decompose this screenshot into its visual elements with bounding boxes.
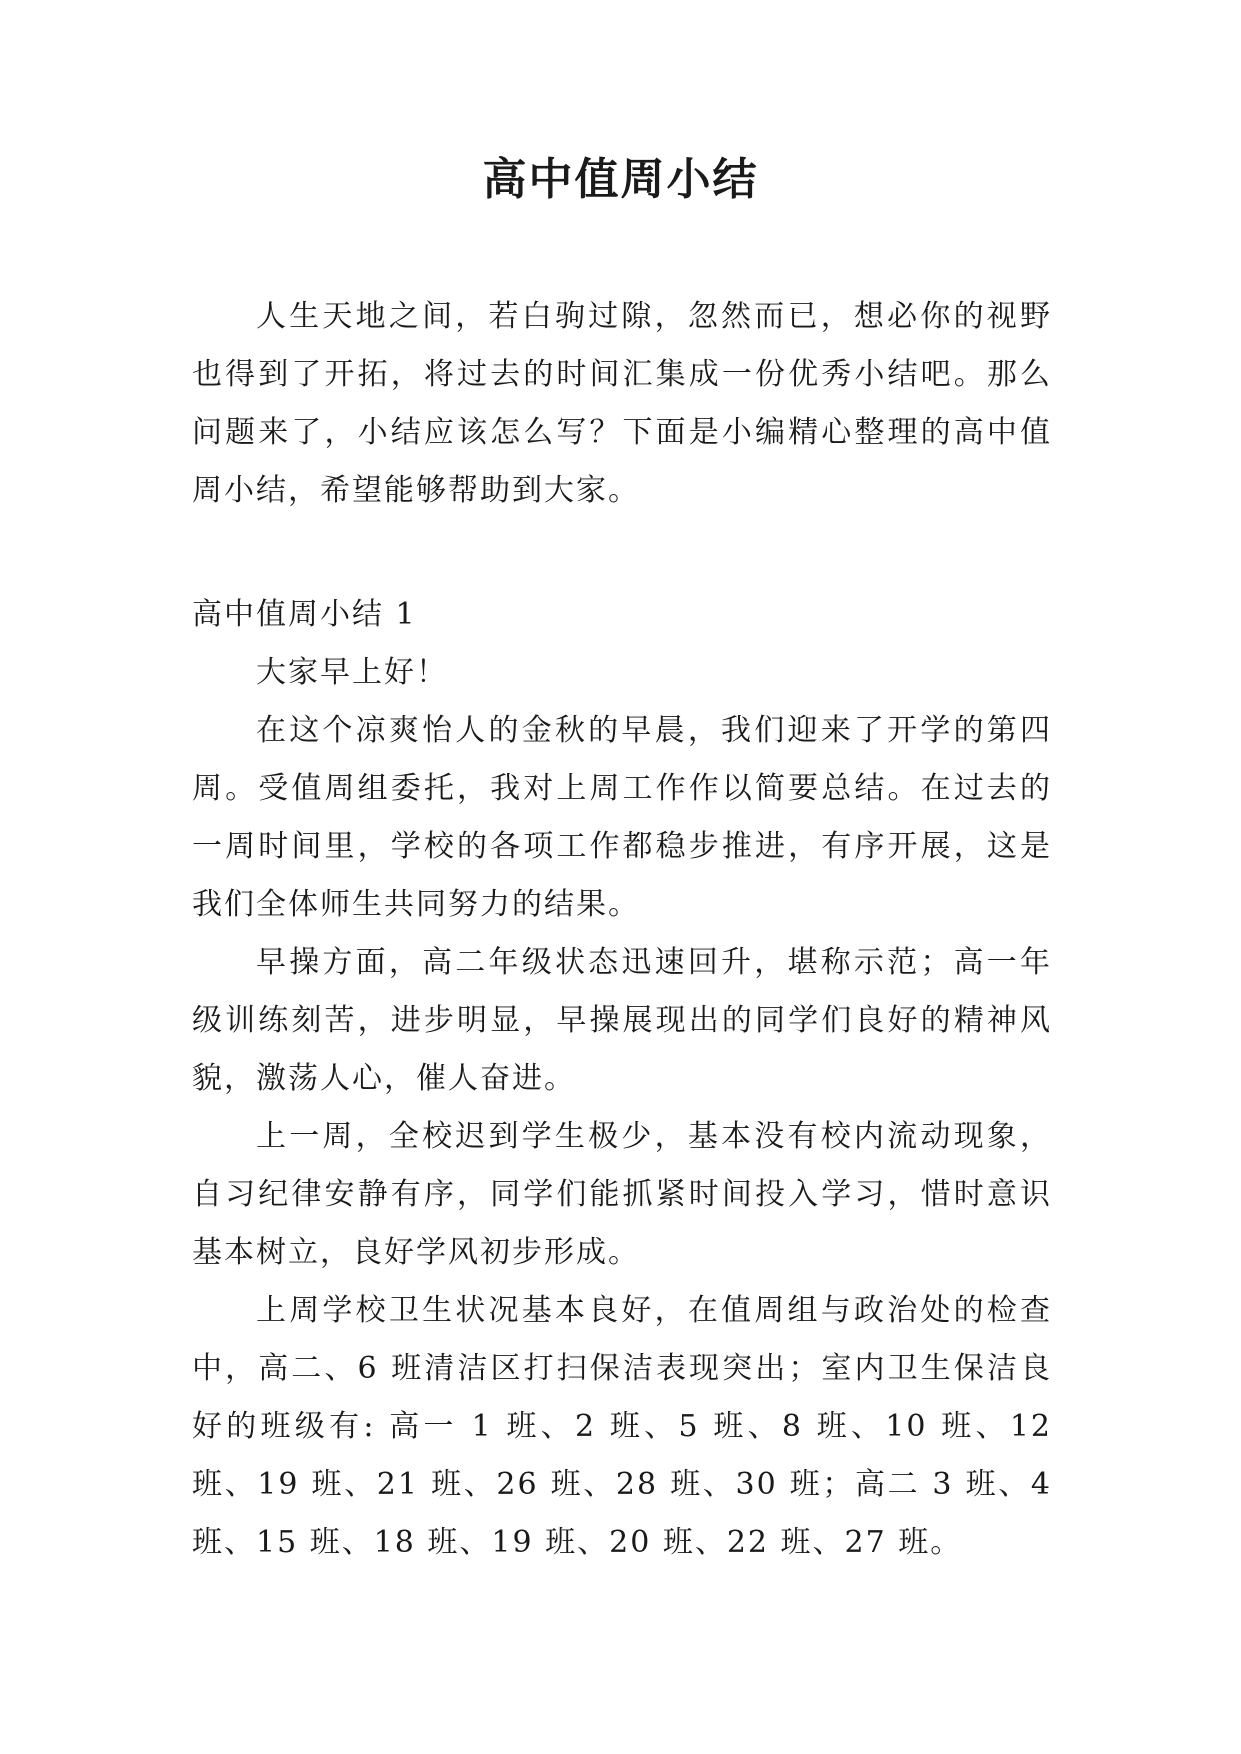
body-paragraph: 上一周，全校迟到学生极少，基本没有校内流动现象，自习纪律安静有序，同学们能抓紧时间投入学习，惜时意识基本树立，良好学风初步形成。 (192, 1119, 1052, 1270)
body-paragraph: 上周学校卫生状况基本良好，在值周组与政治处的检查中，高二、6 班清洁区打扫保洁表现突出；室内卫生保洁良好的班级有: 高一 1 班、2 班、5 班、8 班、10 班、12 班、19 班、21 班、26 班、28 班、30 班；高二 3 班、4 班、15 班、18 班、19 班、20 班、22 班、27 班。 (192, 1293, 1052, 1560)
document-title: 高中值周小结 (482, 154, 759, 205)
body-paragraph: 在这个凉爽怡人的金秋的早晨，我们迎来了开学的第四周。受值周组委托，我对上周工作作以简要总结。在过去的一周时间里，学校的各项工作都稳步推进，有序开展，这是我们全体师生共同努力的结果。 (192, 713, 1052, 922)
greeting-paragraph: 大家早上好！ (256, 655, 448, 690)
body-paragraph: 早操方面，高二年级状态迅速回升，堪称示范；高一年级训练刻苦，进步明显，早操展现出的同学们良好的精神风貌，激荡人心，催人奋进。 (192, 945, 1052, 1096)
intro-paragraph: 人生天地之间，若白驹过隙，忽然而已，想必你的视野也得到了开拓，将过去的时间汇集成一份优秀小结吧。那么问题来了，小结应该怎么写？下面是小编精心整理的高中值周小结，希望能够帮助到大家。 (192, 299, 1052, 508)
section-heading: 高中值周小结 1 (192, 597, 417, 632)
